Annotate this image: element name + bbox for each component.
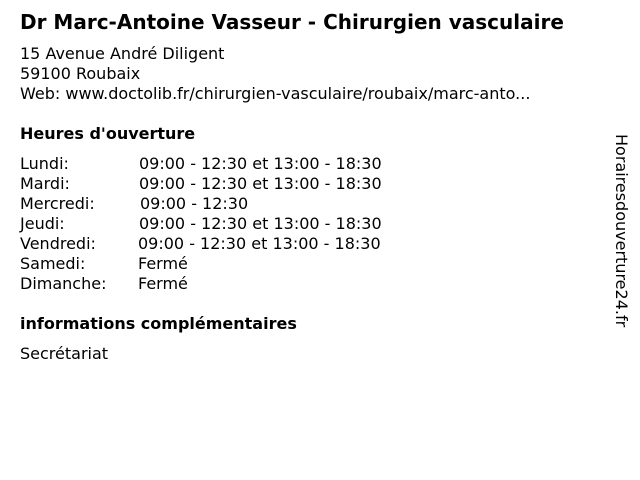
time-value: Fermé	[138, 254, 188, 273]
day-label: Samedi:	[20, 254, 86, 273]
website-line: Web: www.doctolib.fr/chirurgien-vasculaire/roubaix/marc-anto...	[20, 84, 531, 103]
day-label: Lundi:	[20, 154, 69, 173]
day-label: Mardi:	[20, 174, 70, 193]
time-value: 09:00 - 12:30 et 13:00 - 18:30	[139, 154, 382, 173]
time-value: Fermé	[138, 274, 188, 293]
hours-heading: Heures d'ouverture	[20, 124, 196, 143]
watermark: Horairesdouverture24.fr	[612, 134, 631, 328]
day-label: Jeudi:	[20, 214, 65, 233]
city-address: 59100 Roubaix	[20, 64, 141, 83]
info-text: Secrétariat	[20, 344, 109, 363]
day-label: Mercredi:	[20, 194, 95, 213]
time-value: 09:00 - 12:30	[140, 194, 249, 213]
day-label: Vendredi:	[20, 234, 96, 253]
time-value: 09:00 - 12:30 et 13:00 - 18:30	[139, 174, 382, 193]
info-heading: informations complémentaires	[20, 314, 297, 333]
time-value: 09:00 - 12:30 et 13:00 - 18:30	[138, 234, 381, 253]
page-title: Dr Marc-Antoine Vasseur - Chirurgien vasculaire	[20, 10, 564, 34]
time-value: 09:00 - 12:30 et 13:00 - 18:30	[139, 214, 382, 233]
street-address: 15 Avenue André Diligent	[20, 44, 225, 63]
day-label: Dimanche:	[20, 274, 107, 293]
